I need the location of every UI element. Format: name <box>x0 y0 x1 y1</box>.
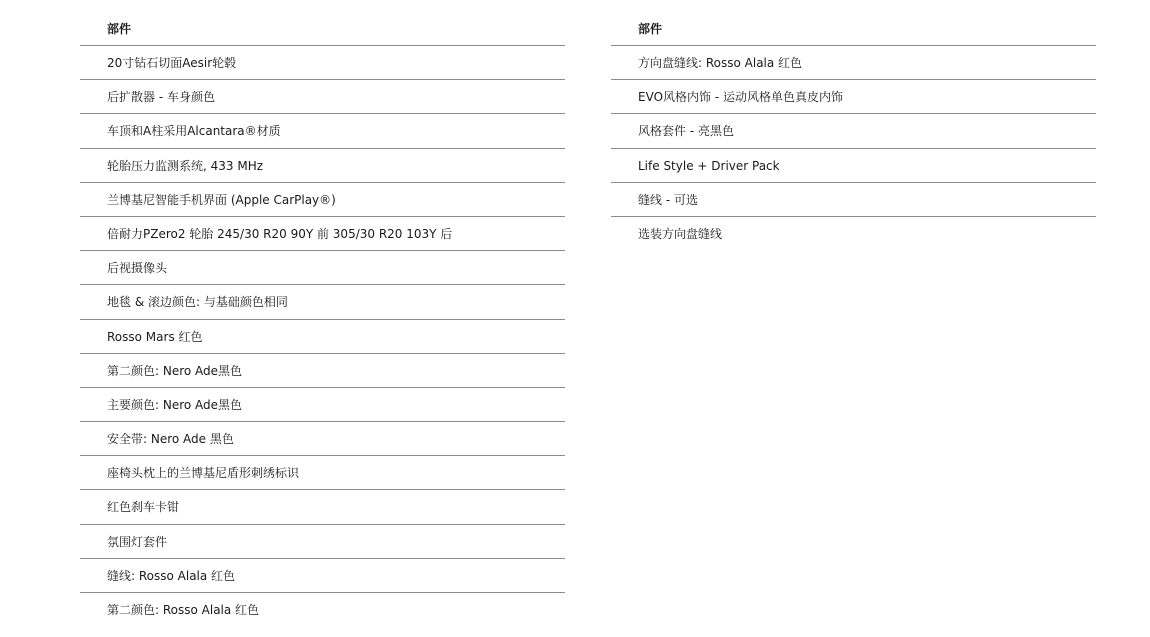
table-row: EVO风格内饰 - 运动风格单色真皮内饰 <box>611 80 1096 114</box>
right-parts-table <box>611 13 1096 251</box>
table-row: 座椅头枕上的兰博基尼盾形刺绣标识 <box>80 456 565 490</box>
right-table-header: 部件 <box>611 13 1096 46</box>
table-row: 红色刹车卡钳 <box>80 490 565 524</box>
left-table-header: 部件 <box>80 13 565 46</box>
table-row: 20寸钻石切面Aesir轮毂 <box>80 46 565 80</box>
table-row: 后视摄像头 <box>80 251 565 285</box>
table-row: 缝线: Rosso Alala 红色 <box>80 559 565 593</box>
table-row: 兰博基尼智能手机界面 (Apple CarPlay®) <box>80 183 565 217</box>
left-parts-table <box>80 13 565 627</box>
table-row: 方向盘缝线: Rosso Alala 红色 <box>611 46 1096 80</box>
table-row: 地毯 & 滚边颜色: 与基础颜色相同 <box>80 285 565 319</box>
table-row: Rosso Mars 红色 <box>80 320 565 354</box>
table-row: 安全带: Nero Ade 黑色 <box>80 422 565 456</box>
table-row: 第二颜色: Rosso Alala 红色 <box>107 603 260 617</box>
table-row: 第二颜色: Nero Ade黑色 <box>80 354 565 388</box>
table-row: 车顶和A柱采用Alcantara®材质 <box>80 114 565 148</box>
table-row: 后扩散器 - 车身颜色 <box>80 80 565 114</box>
table-row: 轮胎压力监测系统, 433 MHz <box>80 149 565 183</box>
table-row: 氛围灯套件 <box>80 525 565 559</box>
table-row: 风格套件 - 亮黑色 <box>611 114 1096 148</box>
table-row: 主要颜色: Nero Ade黑色 <box>80 388 565 422</box>
table-row: 倍耐力PZero2 轮胎 245/30 R20 90Y 前 305/30 R20 103Y 后 <box>80 217 565 251</box>
table-row: Life Style + Driver Pack <box>611 149 1096 183</box>
table-row: 缝线 - 可选 <box>611 183 1096 217</box>
table-row: 选装方向盘缝线 <box>638 226 723 241</box>
